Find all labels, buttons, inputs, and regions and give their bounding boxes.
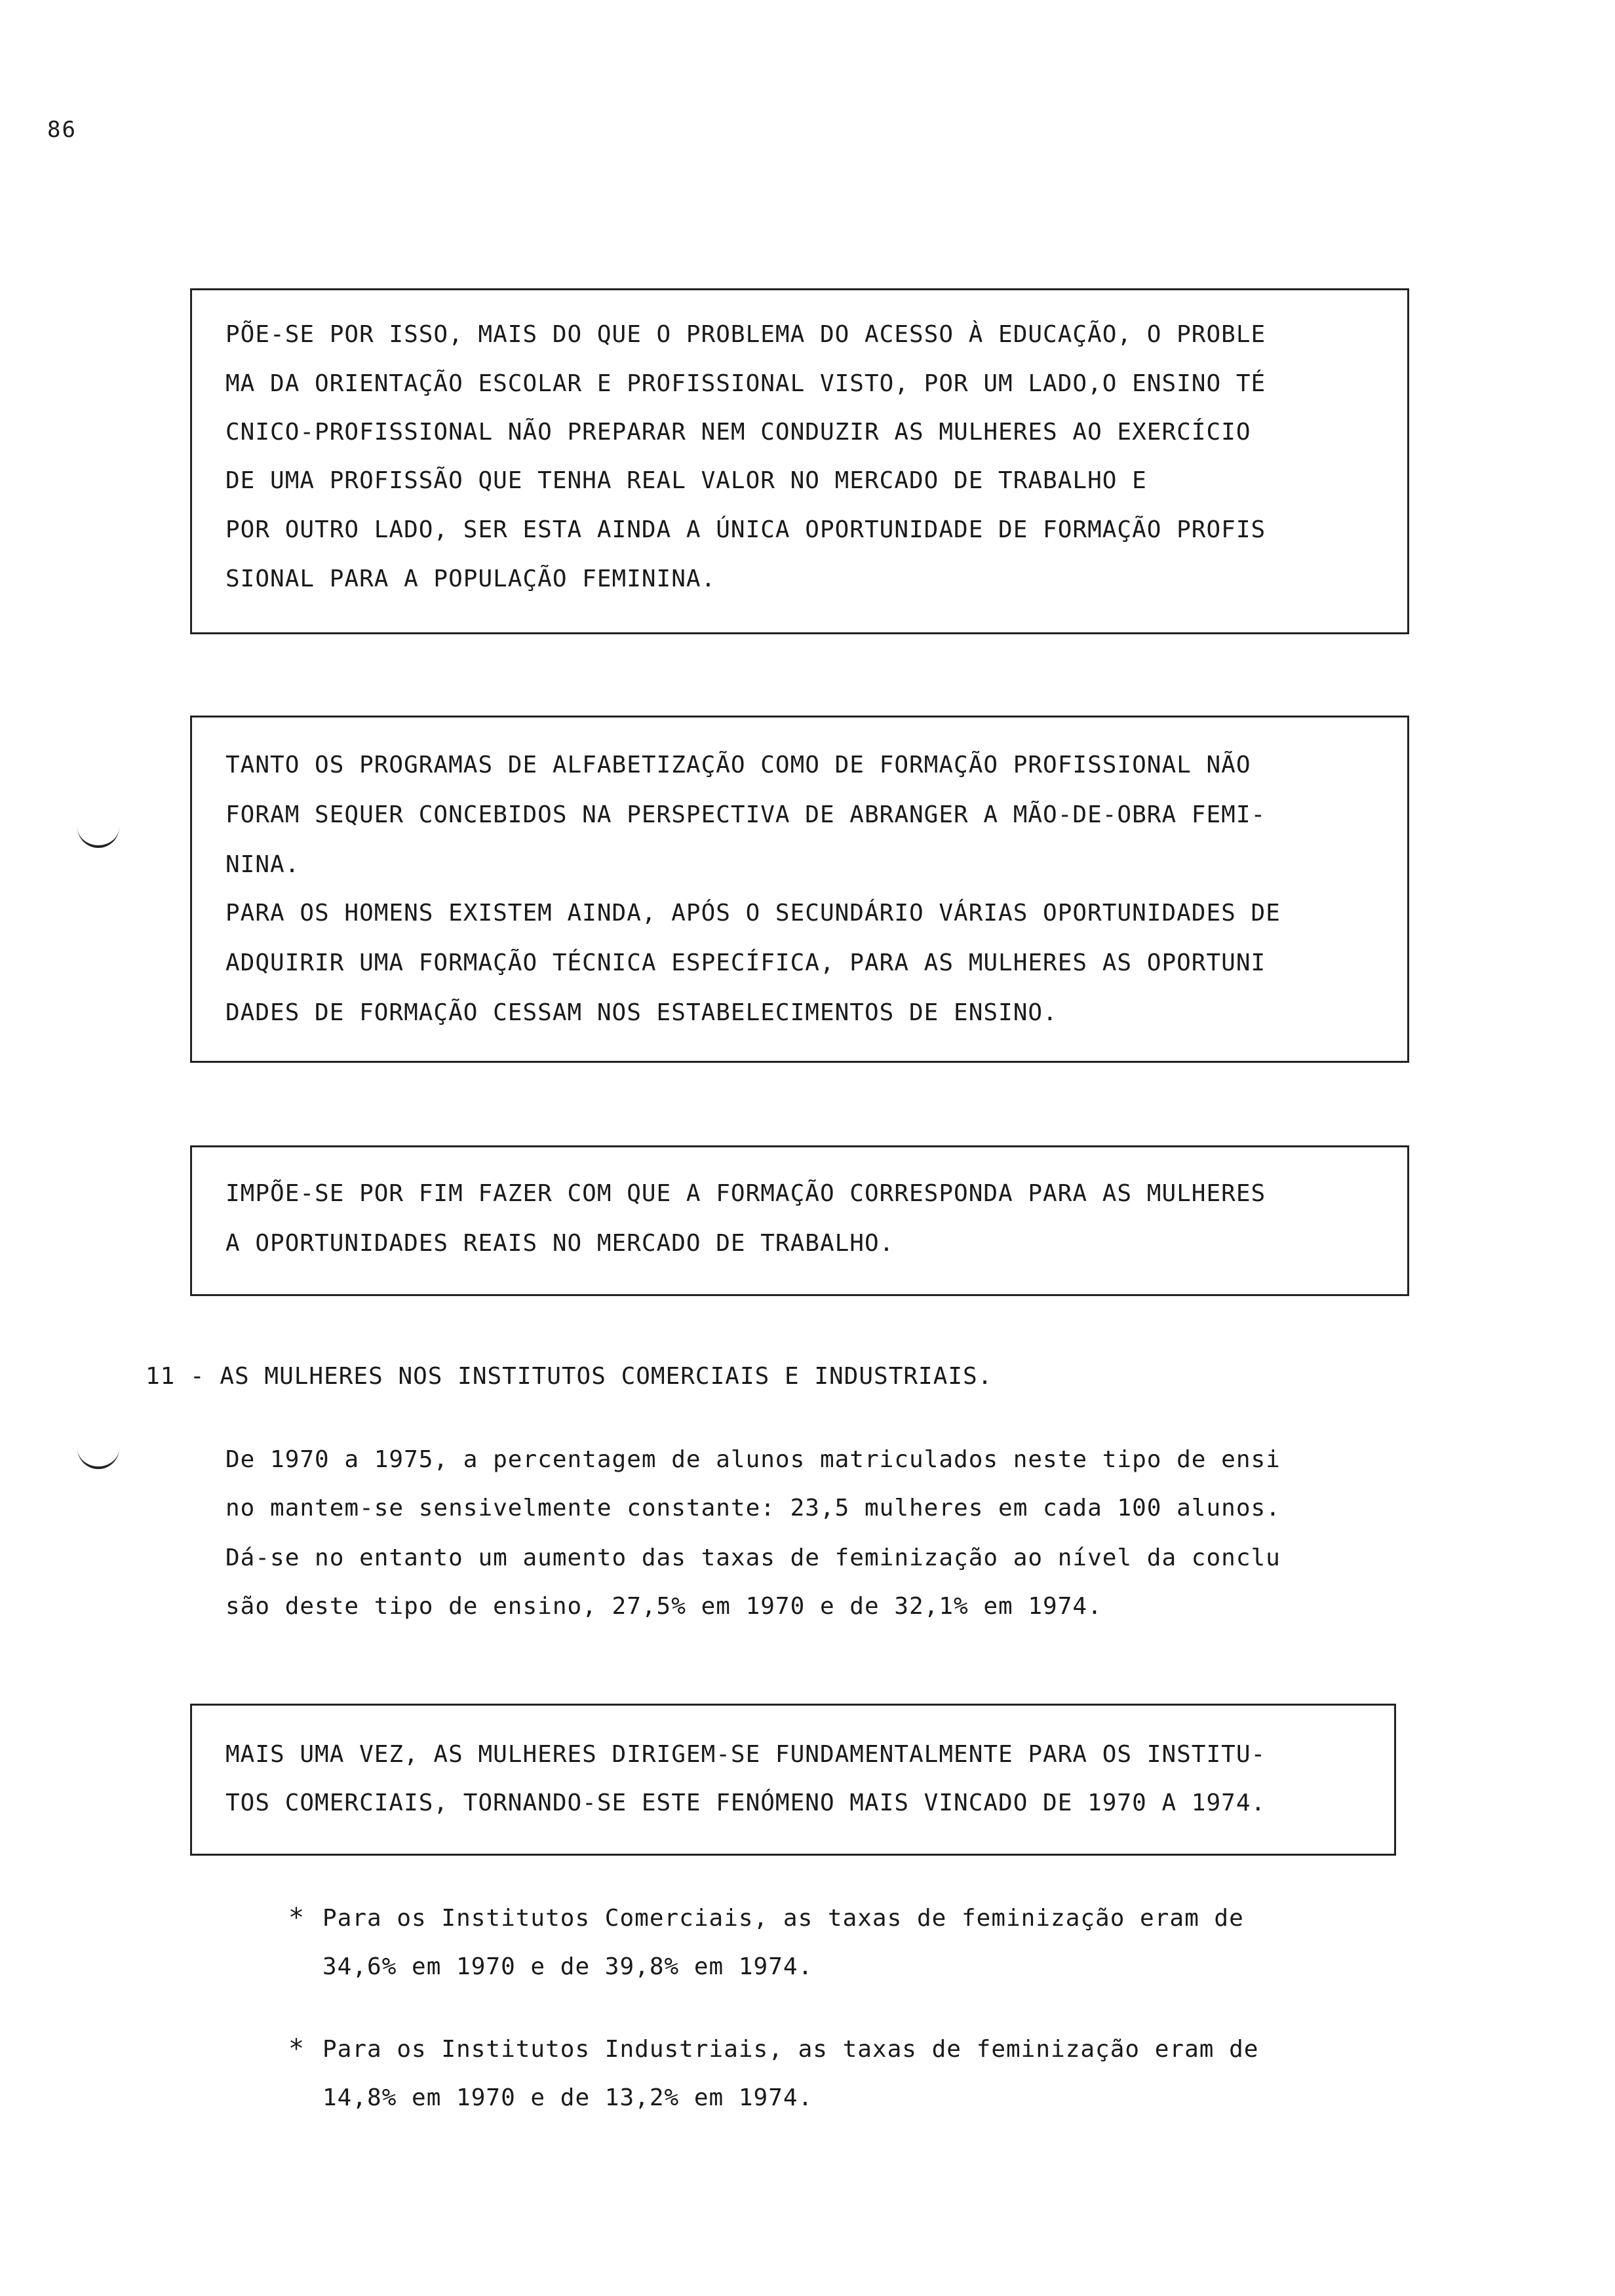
- box1-line: SIONAL PARA A POPULAÇÃO FEMININA.: [225, 565, 716, 592]
- box1-line: CNICO-PROFISSIONAL NÃO PREPARAR NEM CONDUZIR AS MULHERES AO EXERCÍCIO: [225, 419, 1251, 446]
- callout-box-4: [190, 1704, 1396, 1856]
- box3-line: IMPÕE-SE POR FIM FAZER COM QUE A FORMAÇÃO CORRESPONDA PARA AS MULHERES: [225, 1180, 1266, 1207]
- box2-line: PARA OS HOMENS EXISTEM AINDA, APÓS O SECUNDÁRIO VÁRIAS OPORTUNIDADES DE: [225, 900, 1281, 927]
- margin-mark-1: [77, 819, 119, 848]
- bullet-line: Para os Institutos Industriais, as taxas de feminização eram de: [322, 2036, 1259, 2063]
- box2-line: ADQUIRIR UMA FORMAÇÃO TÉCNICA ESPECÍFICA, PARA AS MULHERES AS OPORTUNI: [225, 949, 1266, 976]
- margin-mark-2: [77, 1440, 119, 1469]
- box1-line: DE UMA PROFISSÃO QUE TENHA REAL VALOR NO MERCADO DE TRABALHO E: [225, 467, 1147, 494]
- box2-line: TANTO OS PROGRAMAS DE ALFABETIZAÇÃO COMO DE FORMAÇÃO PROFISSIONAL NÃO: [225, 752, 1251, 778]
- section-heading: 11 - AS MULHERES NOS INSTITUTOS COMERCIAIS E INDUSTRIAIS.: [146, 1363, 993, 1390]
- bullet-marker: *: [288, 2034, 305, 2064]
- bullet-line: 34,6% em 1970 e de 39,8% em 1974.: [322, 1953, 813, 1980]
- callout-box-3: [190, 1145, 1409, 1296]
- box1-line: POR OUTRO LADO, SER ESTA AINDA A ÚNICA OPORTUNIDADE DE FORMAÇÃO PROFIS: [225, 516, 1266, 543]
- bullet-line: Para os Institutos Comerciais, as taxas de feminização eram de: [322, 1905, 1244, 1932]
- bullet-line: 14,8% em 1970 e de 13,2% em 1974.: [322, 2084, 813, 2111]
- box2-line: NINA.: [225, 851, 300, 878]
- paragraph-line: De 1970 a 1975, a percentagem de alunos matriculados neste tipo de ensi: [225, 1446, 1281, 1473]
- paragraph-line: são deste tipo de ensino, 27,5% em 1970 e de 32,1% em 1974.: [225, 1593, 1102, 1620]
- page-number: 86: [47, 117, 77, 143]
- paragraph-line: no mantem-se sensivelmente constante: 23,5 mulheres em cada 100 alunos.: [225, 1495, 1281, 1521]
- paragraph-line: Dá-se no entanto um aumento das taxas de feminização ao nível da conclu: [225, 1544, 1281, 1571]
- box1-line: PÕE-SE POR ISSO, MAIS DO QUE O PROBLEMA DO ACESSO À EDUCAÇÃO, O PROBLE: [225, 321, 1266, 348]
- box2-line: DADES DE FORMAÇÃO CESSAM NOS ESTABELECIMENTOS DE ENSINO.: [225, 999, 1058, 1026]
- box3-line: A OPORTUNIDADES REAIS NO MERCADO DE TRABALHO.: [225, 1230, 895, 1257]
- box4-line: TOS COMERCIAIS, TORNANDO-SE ESTE FENÓMENO MAIS VINCADO DE 1970 A 1974.: [225, 1789, 1266, 1816]
- box1-line: MA DA ORIENTAÇÃO ESCOLAR E PROFISSIONAL VISTO, POR UM LADO,O ENSINO TÉ: [225, 370, 1266, 397]
- box4-line: MAIS UMA VEZ, AS MULHERES DIRIGEM-SE FUNDAMENTALMENTE PARA OS INSTITU-: [225, 1741, 1266, 1768]
- box2-line: FORAM SEQUER CONCEBIDOS NA PERSPECTIVA DE ABRANGER A MÃO-DE-OBRA FEMI-: [225, 801, 1266, 828]
- bullet-marker: *: [288, 1903, 305, 1933]
